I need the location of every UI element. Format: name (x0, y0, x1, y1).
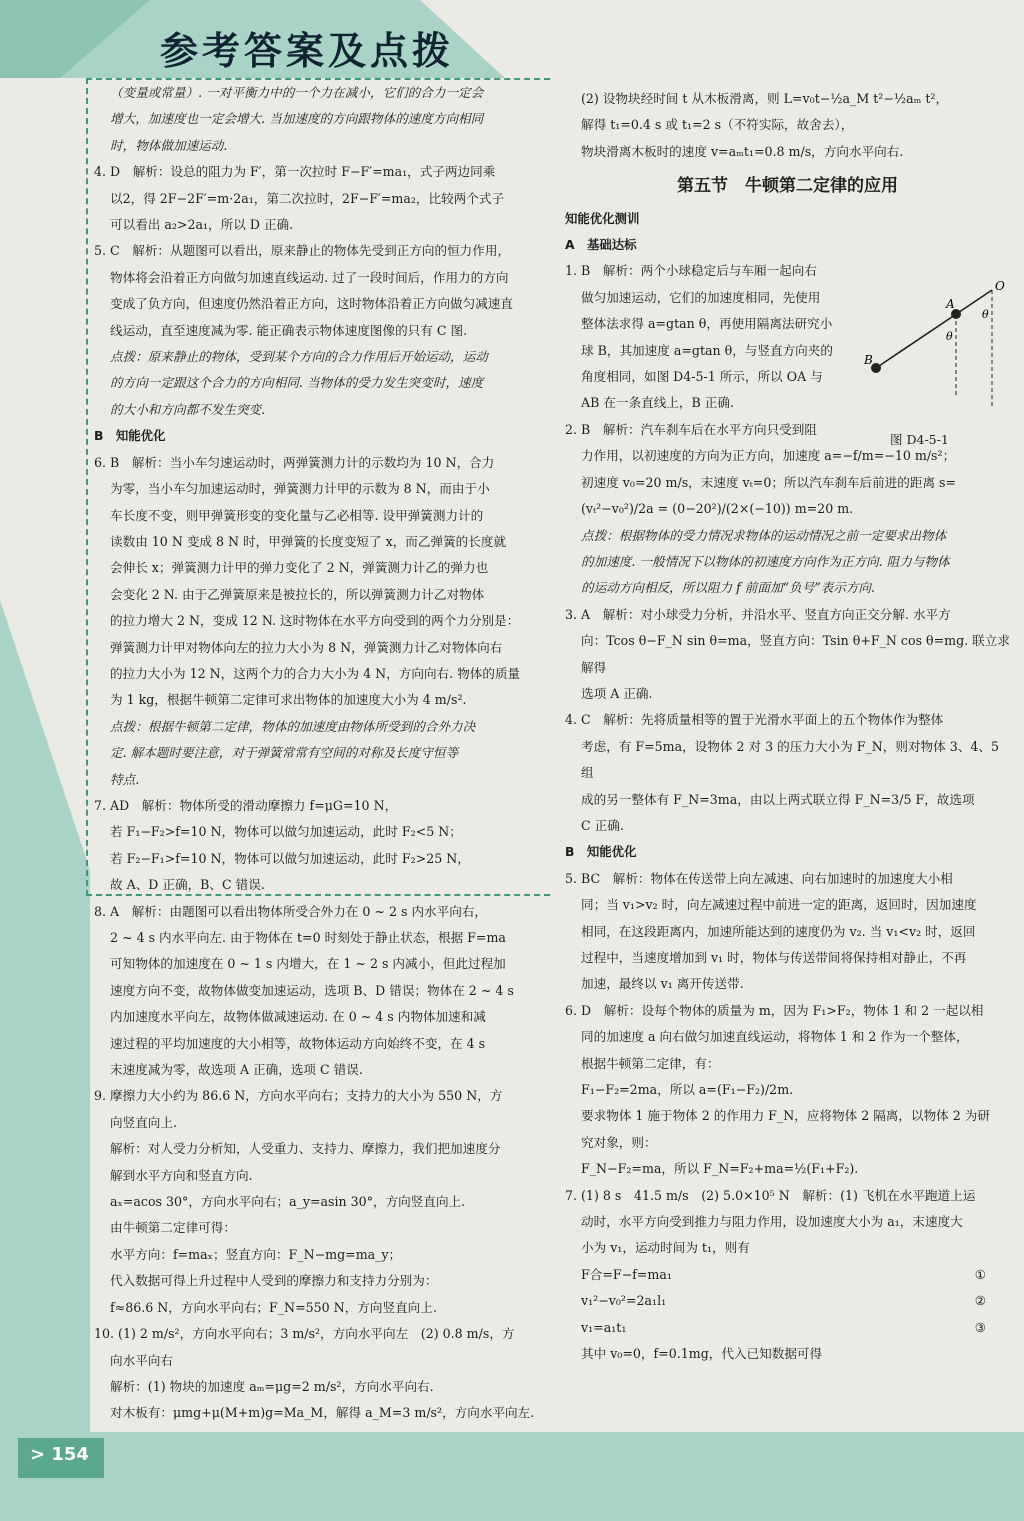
text-line: 小为 v₁，运动时间为 t₁，则有 (581, 1240, 750, 1256)
text-line: 动时，水平方向受到推力与阻力作用，设加速度大小为 a₁，末速度大 (581, 1214, 963, 1230)
text-line: F₁−F₂=2ma，所以 a=(F₁−F₂)/2m. (581, 1082, 794, 1098)
text-line: 弹簧测力计甲对物体向左的拉力大小为 8 N，弹簧测力计乙对物体向右 (110, 639, 503, 655)
text-line: 根据牛顿第二定律，有： (581, 1055, 720, 1071)
text-line: （变量或常量）. 一对平衡力中的一个力在减小，它们的合力一定会 (110, 85, 484, 100)
text-line: 4. C 解析：先将质量相等的置于光滑水平面上的五个物体作为整体 (565, 712, 944, 728)
text-line: 究对象，则： (581, 1134, 657, 1150)
text-line: AB 在一条直线上，B 正确. (581, 395, 734, 411)
text-line: 末速度减为零，故选项 A 正确，选项 C 错误. (110, 1062, 363, 1078)
equation-row (565, 1315, 1010, 1341)
text-line: 1. B 解析：两个小球稳定后与车厢一起向右 (565, 263, 817, 279)
text-line: B 知能优化 (565, 844, 637, 860)
text-line: 可以看出 a₂>2a₁，所以 D 正确. (110, 217, 294, 233)
text-line: 成的另一整体有 F_N=3ma，由以上两式联立得 F_N=3/5 F，故选项 (581, 791, 975, 807)
text-line: 时，物体做加速运动. (110, 137, 228, 153)
text-line: 角度相同，如图 D4-5-1 所示，所以 OA 与 (581, 369, 823, 385)
text-line: 线运动，直至速度减为零. 能正确表示物体速度图像的只有 C 图. (110, 322, 468, 338)
theta-a: θ (946, 330, 953, 343)
text-line: 球 B，其加速度 a=gtan θ，与竖直方向夹的 (581, 342, 833, 358)
text-line: 同的加速度 a 向右做匀加速直线运动，将物体 1 和 2 作为一个整体， (581, 1029, 969, 1045)
equation-text: F合=F−f=ma₁ (581, 1266, 672, 1282)
theta-o: θ (982, 308, 989, 321)
text-line: 8. A 解析：由题图可以看出物体所受合外力在 0 ~ 2 s 内水平向右， (94, 903, 488, 919)
text-line: 7. (1) 8 s 41.5 m/s (2) 5.0×10⁵ N 解析：(1) 飞机在水平跑道上运 (565, 1187, 976, 1203)
text-line: 的加速度. 一般情况下以物体的初速度方向作为正方向. 阻力与物体 (581, 553, 950, 569)
text-line: 初速度 v₀=20 m/s，末速度 vₜ=0；所以汽车刹车后前进的距离 s= (581, 474, 957, 490)
text-line: 9. 摩擦力大小约为 86.6 N，方向水平向右；支持力的大小为 550 N，方 (94, 1088, 503, 1104)
text-line: 要求物体 1 施于物体 2 的作用力 F_N，应将物体 2 隔离，以物体 2 为研 (581, 1108, 990, 1124)
text-line: F_N−F₂=ma，所以 F_N=F₂+ma=½(F₁+F₂). (581, 1161, 859, 1177)
text-line: 代入数据可得上升过程中人受到的摩擦力和支持力分别为： (110, 1273, 438, 1289)
text-line: 若 F₂−F₁>f=10 N，物体可以做匀加速运动，此时 F₂>25 N， (110, 850, 470, 866)
label-o: O (995, 279, 1005, 293)
text-line: 会变化 2 N. 由于乙弹簧原来是被拉长的，所以弹簧测力计乙对物体 (110, 586, 485, 602)
text-line: 车长度不变，则甲弹簧形变的变化量与乙必相等. 设甲弹簧测力计的 (110, 507, 484, 523)
label-b: B (864, 353, 873, 367)
equation-text: v₁=a₁t₁ (581, 1319, 627, 1335)
text-line: (2) 设物块经时间 t 从木板滑离，则 L=v₀t−½a_M t²−½aₘ t²， (581, 91, 949, 106)
text-line: 6. D 解析：设每个物体的质量为 m，因为 F₁>F₂，物体 1 和 2 一起以相 (565, 1002, 984, 1018)
text-line: 7. AD 解析：物体所受的滑动摩擦力 f=μG=10 N， (94, 797, 398, 813)
text-line: 力作用，以初速度的方向为正方向，加速度 a=−f/m=−10 m/s²； (581, 448, 956, 464)
equation-number: ② (974, 1293, 986, 1309)
equation-row (565, 1262, 1010, 1288)
text-line: 内加速度水平向左，故物体做减速运动. 在 0 ~ 4 s 内物体加速和减 (110, 1009, 486, 1025)
closing-line: 其中 v₀=0，f=0.1mg，代入已知数据可得 (581, 1346, 823, 1362)
equation-number: ① (974, 1266, 986, 1282)
text-line: 2. B 解析：汽车刹车后在水平方向只受到阻 (565, 421, 817, 437)
text-line: 解得 t₁=0.4 s 或 t₁=2 s（不符实际，故舍去）， (581, 117, 854, 133)
text-line: 做匀加速运动，它们的加速度相同，先使用 (581, 289, 821, 305)
page-number: > 154 (30, 1444, 89, 1465)
text-line: 故 A、D 正确，B、C 错误. (110, 877, 265, 893)
text-line: 过程中，当速度增加到 v₁ 时，物体与传送带间将保持相对静止，不再 (581, 950, 967, 965)
text-line: 考虑，有 F=5ma，设物体 2 对 3 的压力大小为 F_N，则对物体 3、4、5 组 (581, 738, 999, 781)
text-line: C 正确. (581, 817, 624, 833)
text-line: 5. BC 解析：物体在传送带上向左减速、向右加速时的加速度大小相 (565, 870, 953, 886)
text-line: 解析：对人受力分析知，人受重力、支持力、摩擦力，我们把加速度分 (110, 1141, 501, 1157)
text-line: 由牛顿第二定律可得： (110, 1220, 236, 1236)
text-line: 知能优化测训 (565, 210, 640, 226)
text-line: 速度方向不变，故物体做变加速运动，选项 B、D 错误；物体在 2 ~ 4 s (110, 982, 514, 998)
text-line: 为 1 kg，根据牛顿第二定律可求出物体的加速度大小为 4 m/s². (110, 692, 467, 708)
figure-d4-5-1 (860, 278, 1010, 418)
text-line: 点拨：原来静止的物体，受到某个方向的合力作用后开始运动，运动 (110, 349, 488, 365)
text-line: B 知能优化 (94, 428, 166, 444)
text-line: 增大，加速度也一定会增大. 当加速度的方向跟物体的速度方向相同 (110, 111, 484, 127)
left-column (94, 80, 538, 1427)
text-line: 速过程的平均加速度的大小相等，故物体运动方向始终不变，在 4 s (110, 1035, 486, 1051)
label-a: A (946, 297, 955, 311)
text-line: 4. D 解析：设总的阻力为 F′，第一次拉时 F−F′=ma₁，式子两边同乘 (94, 164, 496, 180)
text-line: (vₜ²−v₀²)/2a = (0−20²)/(2×(−10)) m=20 m. (581, 501, 854, 517)
equation-row (565, 1288, 1010, 1314)
text-line: 的方向一定跟这个合力的方向相同. 当物体的受力发生突变时，速度 (110, 375, 484, 391)
text-line: 特点. (110, 771, 140, 787)
section-title: 第五节 牛顿第二定律的应用 (677, 176, 898, 197)
text-line: 整体法求得 a=gtan θ，再使用隔离法研究小 (581, 316, 833, 332)
text-line: 相同，在这段距离内，加速所能达到的速度仍为 v₂. 当 v₁<v₂ 时，返回 (581, 923, 976, 939)
text-line: 的拉力增大 2 N，变成 12 N. 这时物体在水平方向受到的两个力分别是： (110, 613, 520, 629)
text-line: 向：Tcos θ−F_N sin θ=ma，竖直方向：Tsin θ+F_N cos θ=mg. 联立求解得 (581, 633, 1010, 675)
text-line: 定. 解本题时要注意，对于弹簧常常有空间的对称及长度守恒等 (110, 745, 459, 761)
text-line: 读数由 10 N 变成 8 N 时，甲弹簧的长度变短了 x，而乙弹簧的长度就 (110, 533, 507, 549)
text-line: 变成了负方向，但速度仍然沿着正方向，这时物体沿着正方向做匀减速直 (110, 296, 513, 312)
text-line: 点拨：根据牛顿第二定律，物体的加速度由物体所受到的合外力决 (110, 718, 476, 734)
text-line: 加速，最终以 v₁ 离开传送带. (581, 976, 744, 992)
text-line: 点拨：根据物体的受力情况求物体的运动情况之前一定要求出物体 (581, 527, 947, 543)
text-line: 5. C 解析：从题图可以看出，原来静止的物体先受到正方向的恒力作用， (94, 243, 511, 259)
text-line: A 基础达标 (565, 237, 637, 253)
text-line: 的拉力大小为 12 N，这两个力的合力大小为 4 N，方向向右. 物体的质量 (110, 665, 521, 681)
figure-caption: 图 D4-5-1 (890, 432, 949, 447)
text-line: 水平方向：f=maₓ；竖直方向：F_N−mg=ma_y； (110, 1246, 402, 1262)
text-line: 2 ~ 4 s 内水平向左. 由于物体在 t=0 时刻处于静止状态，根据 F=ma (110, 930, 506, 945)
page-header-title: 参考答案及点拨 (160, 29, 455, 73)
text-line: 同；当 v₁>v₂ 时，向左减速过程中前进一定的距离，返回时，因加速度 (581, 897, 977, 913)
text-line: 选项 A 正确. (581, 685, 653, 701)
text-line: 向竖直向上. (110, 1114, 177, 1130)
text-line: 以2，得 2F−2F′=m·2a₁，第二次拉时，2F−F′=ma₂，比较两个式子 (110, 190, 505, 206)
text-line: 会伸长 x；弹簧测力计甲的弹力变化了 2 N，弹簧测力计乙的弹力也 (110, 560, 489, 576)
equation-number: ③ (974, 1319, 986, 1335)
text-line: 可知物体的加速度在 0 ~ 1 s 内增大，在 1 ~ 2 s 内减小，但此过程加 (110, 956, 506, 972)
text-line: 物体将会沿着正方向做匀加速直线运动. 过了一段时间后，作用力的方向 (110, 269, 509, 285)
text-line: 10. (1) 2 m/s²，方向水平向右；3 m/s²，方向水平向左 (2) 0.8 m/s，方 (94, 1326, 515, 1342)
text-line: 为零，当小车匀加速运动时，弹簧测力计甲的示数为 8 N，而由于小 (110, 481, 490, 497)
text-line: 对木板有：μmg+μ(M+m)g=Ma_M，解得 a_M=3 m/s²，方向水平向左. (110, 1405, 535, 1421)
text-line: 3. A 解析：对小球受力分析，并沿水平、竖直方向正交分解. 水平方 (565, 606, 951, 622)
equation-text: v₁²−v₀²=2a₁l₁ (581, 1293, 667, 1309)
text-line: 若 F₁−F₂>f=10 N，物体可以做匀加速运动，此时 F₂<5 N； (110, 824, 462, 840)
text-line: aₓ=acos 30°，方向水平向右；a_y=asin 30°，方向竖直向上. (110, 1194, 466, 1210)
text-line: f≈86.6 N，方向水平向右；F_N=550 N，方向竖直向上. (110, 1299, 437, 1315)
text-line: 物块滑离木板时的速度 v=aₘt₁=0.8 m/s，方向水平向右. (581, 143, 904, 159)
text-line: 解析：(1) 物块的加速度 aₘ=μg=2 m/s²，方向水平向右. (110, 1378, 434, 1394)
text-line: 解到水平方向和竖直方向. (110, 1167, 253, 1183)
text-line: 的大小和方向都不发生突变. (110, 401, 266, 417)
text-line: 的运动方向相反，所以阻力 f 前面加“负号”表示方向. (581, 580, 876, 596)
text-line: 向水平向右 (110, 1352, 173, 1368)
page-number-value: 154 (51, 1444, 89, 1465)
text-line: 6. B 解析：当小车匀速运动时，两弹簧测力计的示数均为 10 N，合力 (94, 454, 495, 470)
